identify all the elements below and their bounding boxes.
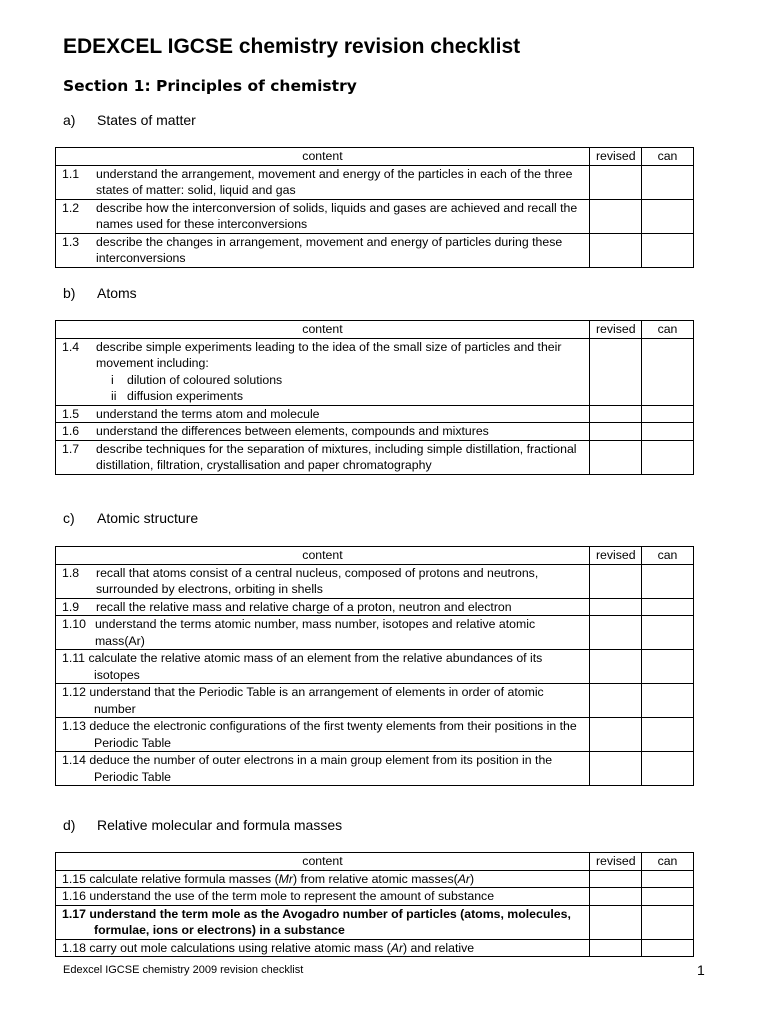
can-checkbox-cell[interactable]	[641, 650, 693, 684]
table-row	[56, 616, 694, 650]
can-checkbox-cell[interactable]	[641, 905, 693, 939]
content-column-header: content	[56, 547, 590, 565]
item-number: 1.5	[62, 406, 80, 421]
content-column-header: content	[56, 148, 590, 166]
table-row	[56, 650, 694, 684]
item-text: understand the arrangement, movement and energy of the particles in each of the three states of matter: solid, liquid and gas	[96, 166, 573, 197]
revised-checkbox-cell[interactable]	[589, 405, 641, 423]
revised-checkbox-cell[interactable]	[589, 423, 641, 441]
item-number: 1.3	[62, 234, 80, 249]
item-number: 1.16	[62, 889, 86, 903]
content-cell	[56, 650, 590, 684]
table-row	[56, 405, 694, 423]
checklist-table-atomic-structure	[55, 546, 694, 786]
item-text: )	[470, 871, 475, 886]
table-row	[56, 888, 694, 906]
content-cell	[56, 440, 590, 474]
content-cell	[56, 870, 590, 888]
subsection-label: States of matter	[97, 112, 196, 128]
checklist-table-states-of-matter	[55, 147, 694, 268]
content-cell	[56, 165, 590, 199]
table-header-row	[56, 853, 694, 871]
can-column-header: can	[641, 148, 693, 166]
table-row	[56, 598, 694, 616]
revised-checkbox-cell[interactable]	[589, 564, 641, 598]
table-row	[56, 233, 694, 267]
revised-checkbox-cell[interactable]	[589, 752, 641, 786]
revised-checkbox-cell[interactable]	[589, 165, 641, 199]
table-row	[56, 684, 694, 718]
item-text: ) and relative	[403, 940, 475, 955]
content-cell	[56, 405, 590, 423]
content-cell	[56, 616, 590, 650]
content-cell	[56, 684, 590, 718]
content-cell	[56, 338, 590, 405]
revised-checkbox-cell[interactable]	[589, 616, 641, 650]
revised-checkbox-cell[interactable]	[589, 338, 641, 405]
formula-symbol: Ar	[457, 871, 470, 886]
page-footer: Edexcel IGCSE chemistry 2009 revision checklist	[63, 964, 304, 976]
can-checkbox-cell[interactable]	[641, 598, 693, 616]
content-cell	[56, 564, 590, 598]
content-cell	[56, 718, 590, 752]
content-cell	[56, 233, 590, 267]
table-row	[56, 165, 694, 199]
can-checkbox-cell[interactable]	[641, 405, 693, 423]
subsection-label: Relative molecular and formula masses	[97, 817, 343, 833]
table-row	[56, 423, 694, 441]
revised-column-header: revised	[589, 853, 641, 871]
table-row	[56, 939, 694, 957]
checklist-table-relative-masses	[55, 852, 694, 957]
can-checkbox-cell[interactable]	[641, 199, 693, 233]
can-checkbox-cell[interactable]	[641, 752, 693, 786]
item-text: understand the term mole as the Avogadro number of particles (atoms, molecules, formulae, ions or electrons) in a substance	[89, 906, 571, 937]
content-column-header: content	[56, 853, 590, 871]
table-row	[56, 752, 694, 786]
table-row	[56, 905, 694, 939]
can-checkbox-cell[interactable]	[641, 684, 693, 718]
table-row	[56, 199, 694, 233]
document-title: EDEXCEL IGCSE chemistry revision checklist	[63, 35, 521, 58]
item-number: 1.11	[62, 651, 86, 665]
item-text: understand the differences between elements, compounds and mixtures	[96, 424, 489, 438]
subsection-d-heading	[63, 817, 342, 833]
can-checkbox-cell[interactable]	[641, 870, 693, 888]
subsection-label: Atoms	[97, 285, 137, 301]
item-number: 1.9	[62, 599, 80, 614]
revised-checkbox-cell[interactable]	[589, 199, 641, 233]
item-text: recall that atoms consist of a central nucleus, composed of protons and neutrons, surrounded by electrons, orbiting in shells	[96, 565, 539, 596]
item-text: calculate the relative atomic mass of an element from the relative abundances of its isotopes	[88, 651, 543, 682]
item-number: 1.6	[62, 424, 80, 438]
item-number: 1.8	[62, 565, 80, 580]
checklist-table-atoms	[55, 320, 694, 475]
revised-checkbox-cell[interactable]	[589, 870, 641, 888]
item-number: 1.10	[62, 617, 86, 631]
revised-column-header: revised	[589, 321, 641, 339]
revised-checkbox-cell[interactable]	[589, 598, 641, 616]
content-cell	[56, 905, 590, 939]
sub-item	[62, 388, 583, 405]
table-row	[56, 718, 694, 752]
table-header-row	[56, 547, 694, 565]
sub-item-number: ii	[111, 389, 117, 403]
can-column-header: can	[641, 547, 693, 565]
content-column-header: content	[56, 321, 590, 339]
can-checkbox-cell[interactable]	[641, 233, 693, 267]
table-row	[56, 564, 694, 598]
subsection-b-heading	[63, 285, 137, 301]
content-cell	[56, 199, 590, 233]
content-cell	[56, 598, 590, 616]
table-header-row	[56, 321, 694, 339]
subsection-letter: b)	[63, 285, 76, 301]
subsection-letter: a)	[63, 112, 76, 128]
revised-column-header: revised	[589, 547, 641, 565]
can-checkbox-cell[interactable]	[641, 440, 693, 474]
item-number: 1.7	[62, 441, 80, 456]
revised-checkbox-cell[interactable]	[589, 684, 641, 718]
can-checkbox-cell[interactable]	[641, 718, 693, 752]
formula-symbol: Mr	[278, 871, 294, 886]
can-checkbox-cell[interactable]	[641, 564, 693, 598]
item-text: carry out mole calculations using relative atomic mass (	[89, 940, 391, 955]
item-number: 1.12	[62, 685, 86, 699]
item-number: 1.15	[62, 871, 86, 886]
item-text: understand the terms atomic number, mass number, isotopes and relative atomic mass(Ar)	[94, 617, 536, 648]
subsection-letter: d)	[63, 817, 76, 833]
subsection-label: Atomic structure	[97, 510, 199, 526]
item-text: calculate relative formula masses (	[89, 871, 279, 886]
item-text: understand that the Periodic Table is an arrangement of elements in order of atomic number	[89, 685, 544, 716]
subsection-a-heading	[63, 112, 196, 128]
can-checkbox-cell[interactable]	[641, 423, 693, 441]
item-number: 1.14	[62, 753, 86, 767]
item-text: recall the relative mass and relative charge of a proton, neutron and electron	[96, 599, 512, 614]
item-number: 1.1	[62, 166, 80, 181]
item-number: 1.2	[62, 200, 80, 215]
can-column-header: can	[641, 321, 693, 339]
item-number: 1.13	[62, 719, 86, 733]
content-cell	[56, 939, 590, 957]
sub-item	[62, 372, 583, 389]
revised-checkbox-cell[interactable]	[589, 939, 641, 957]
subsection-letter: c)	[63, 510, 75, 526]
revised-checkbox-cell[interactable]	[589, 440, 641, 474]
revised-checkbox-cell[interactable]	[589, 718, 641, 752]
can-checkbox-cell[interactable]	[641, 165, 693, 199]
formula-symbol: Ar	[390, 940, 404, 955]
table-header-row	[56, 148, 694, 166]
revised-checkbox-cell[interactable]	[589, 650, 641, 684]
can-column-header: can	[641, 853, 693, 871]
revised-checkbox-cell[interactable]	[589, 905, 641, 939]
can-checkbox-cell[interactable]	[641, 338, 693, 405]
item-text: describe how the interconversion of solids, liquids and gases are achieved and recall the names used for these interconversions	[96, 200, 578, 231]
subsection-c-heading	[63, 510, 198, 526]
item-number: 1.18	[62, 940, 86, 955]
item-text: describe simple experiments leading to the idea of the small size of particles and their movement including:	[96, 339, 562, 370]
sub-item-number: i	[111, 372, 114, 387]
can-checkbox-cell[interactable]	[641, 888, 693, 906]
item-text: ) from relative atomic masses(	[293, 871, 458, 886]
item-text: describe the changes in arrangement, movement and energy of particles during these interconversions	[96, 234, 563, 265]
sub-item-text: diffusion experiments	[127, 389, 243, 403]
content-cell	[56, 752, 590, 786]
page-number: 1	[697, 962, 705, 978]
table-row	[56, 338, 694, 405]
table-row	[56, 440, 694, 474]
item-text: deduce the electronic configurations of the first twenty elements from their positions in the Periodic Table	[89, 719, 577, 750]
table-row	[56, 870, 694, 888]
revised-checkbox-cell[interactable]	[589, 888, 641, 906]
item-number: 1.17	[62, 906, 86, 921]
item-text: understand the terms atom and molecule	[96, 406, 320, 421]
can-checkbox-cell[interactable]	[641, 939, 693, 957]
item-text: understand the use of the term mole to represent the amount of substance	[89, 889, 495, 903]
sub-item-text: dilution of coloured solutions	[127, 372, 283, 387]
section-heading: Section 1: Principles of chemistry	[63, 77, 357, 95]
can-checkbox-cell[interactable]	[641, 616, 693, 650]
revised-column-header: revised	[589, 148, 641, 166]
content-cell	[56, 423, 590, 441]
content-cell	[56, 888, 590, 906]
item-number: 1.4	[62, 339, 80, 354]
item-text: deduce the number of outer electrons in a main group element from its position in the Periodic Table	[89, 753, 553, 784]
revised-checkbox-cell[interactable]	[589, 233, 641, 267]
item-text: describe techniques for the separation of mixtures, including simple distillation, fractional distillation, filtration, crystallisation and paper chromatography	[96, 441, 577, 472]
